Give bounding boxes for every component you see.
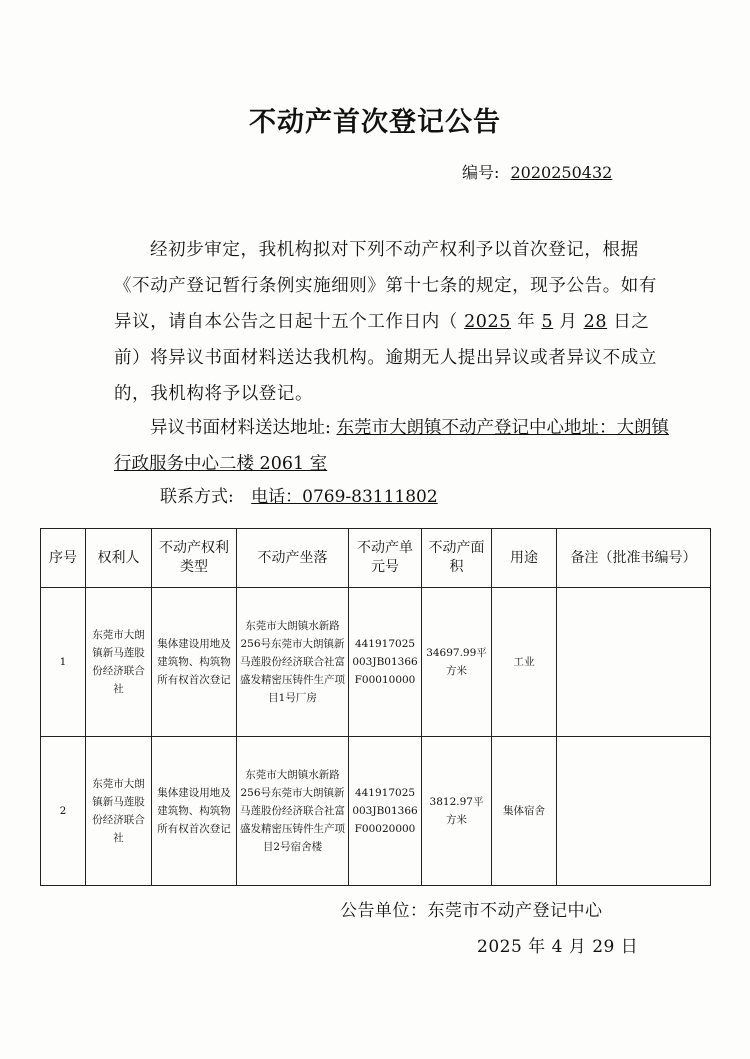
deadline-year-unit: 年: [517, 312, 536, 332]
header-remark: 备注（批准书编号）: [557, 529, 711, 588]
cell-area: 34697.99平方米: [422, 588, 492, 737]
serial-label: 编号:: [462, 163, 500, 182]
issue-date: 2025 年 4 月 29 日: [477, 937, 639, 957]
header-seq: 序号: [41, 529, 86, 588]
header-use: 用途: [492, 529, 557, 588]
cell-right-type: 集体建设用地及建筑物、构筑物所有权首次登记: [152, 737, 237, 886]
address-label: 异议书面材料送达地址:: [150, 418, 331, 438]
deadline-month: 5: [541, 312, 554, 332]
table-row: [41, 588, 711, 737]
body-text-1: 经初步审定，我机构拟对下列不动产权利予以首次登记，根据《不动产登记暂行条例实施细则》第十七条的规定，现予公告。如有异议，请自本公告之日起十五个工作日内（: [114, 240, 657, 332]
deadline-month-unit: 月: [559, 312, 578, 332]
cell-unit-number: 441917025003JB01366F00020000: [349, 737, 422, 886]
cell-use: 工业: [492, 588, 557, 737]
property-table: [40, 528, 711, 886]
cell-location: 东莞市大朗镇水新路256号东莞市大朗镇新马莲股份经济联合社富盛发精密压铸件生产项目1号厂房: [237, 588, 349, 737]
contact-info: [160, 482, 474, 507]
body-text-2: 日之前）将异议书面材料送达我机构。逾期无人提出异议或者异议不成立的，我机构将予以登记。: [114, 312, 657, 404]
cell-seq: 2: [41, 737, 86, 886]
cell-remark: [557, 588, 711, 737]
cell-location: 东莞市大朗镇水新路256号东莞市大朗镇新马莲股份经济联合社富盛发精密压铸件生产项目2号宿舍楼: [237, 737, 349, 886]
table-row: [41, 737, 711, 886]
header-unit-number: 不动产单元号: [349, 529, 422, 588]
cell-unit-number: 441917025003JB01366F00010000: [349, 588, 422, 737]
serial-number: [462, 160, 612, 183]
cell-seq: 1: [41, 588, 86, 737]
notice-body: [114, 232, 674, 412]
table-header-row: [41, 529, 711, 588]
deadline-day: 28: [583, 312, 608, 332]
contact-label: 联系方式:: [160, 487, 234, 507]
cell-use: 集体宿舍: [492, 737, 557, 886]
header-owner: 权利人: [86, 529, 152, 588]
objection-address: [114, 410, 674, 482]
header-right-type: 不动产权利类型: [152, 529, 237, 588]
cell-owner: 东莞市大朗镇新马莲股份经济联合社: [86, 737, 152, 886]
serial-value: 2020250432: [510, 163, 613, 182]
header-area: 不动产面积: [422, 529, 492, 588]
cell-remark: [557, 737, 711, 886]
address-value: 东莞市大朗镇不动产登记中心地址：大朗镇行政服务中心二楼 2061 室: [114, 418, 669, 474]
header-location: 不动产坐落: [237, 529, 349, 588]
cell-area: 3812.97平方米: [422, 737, 492, 886]
cell-owner: 东莞市大朗镇新马莲股份经济联合社: [86, 588, 152, 737]
issuing-organization: 公告单位：东莞市不动产登记中心: [340, 901, 603, 921]
deadline-year: 2025: [464, 312, 512, 332]
contact-value: 电话：0769-83111802: [251, 487, 438, 507]
cell-right-type: 集体建设用地及建筑物、构筑物所有权首次登记: [152, 588, 237, 737]
notice-title: 不动产首次登记公告: [249, 107, 501, 138]
